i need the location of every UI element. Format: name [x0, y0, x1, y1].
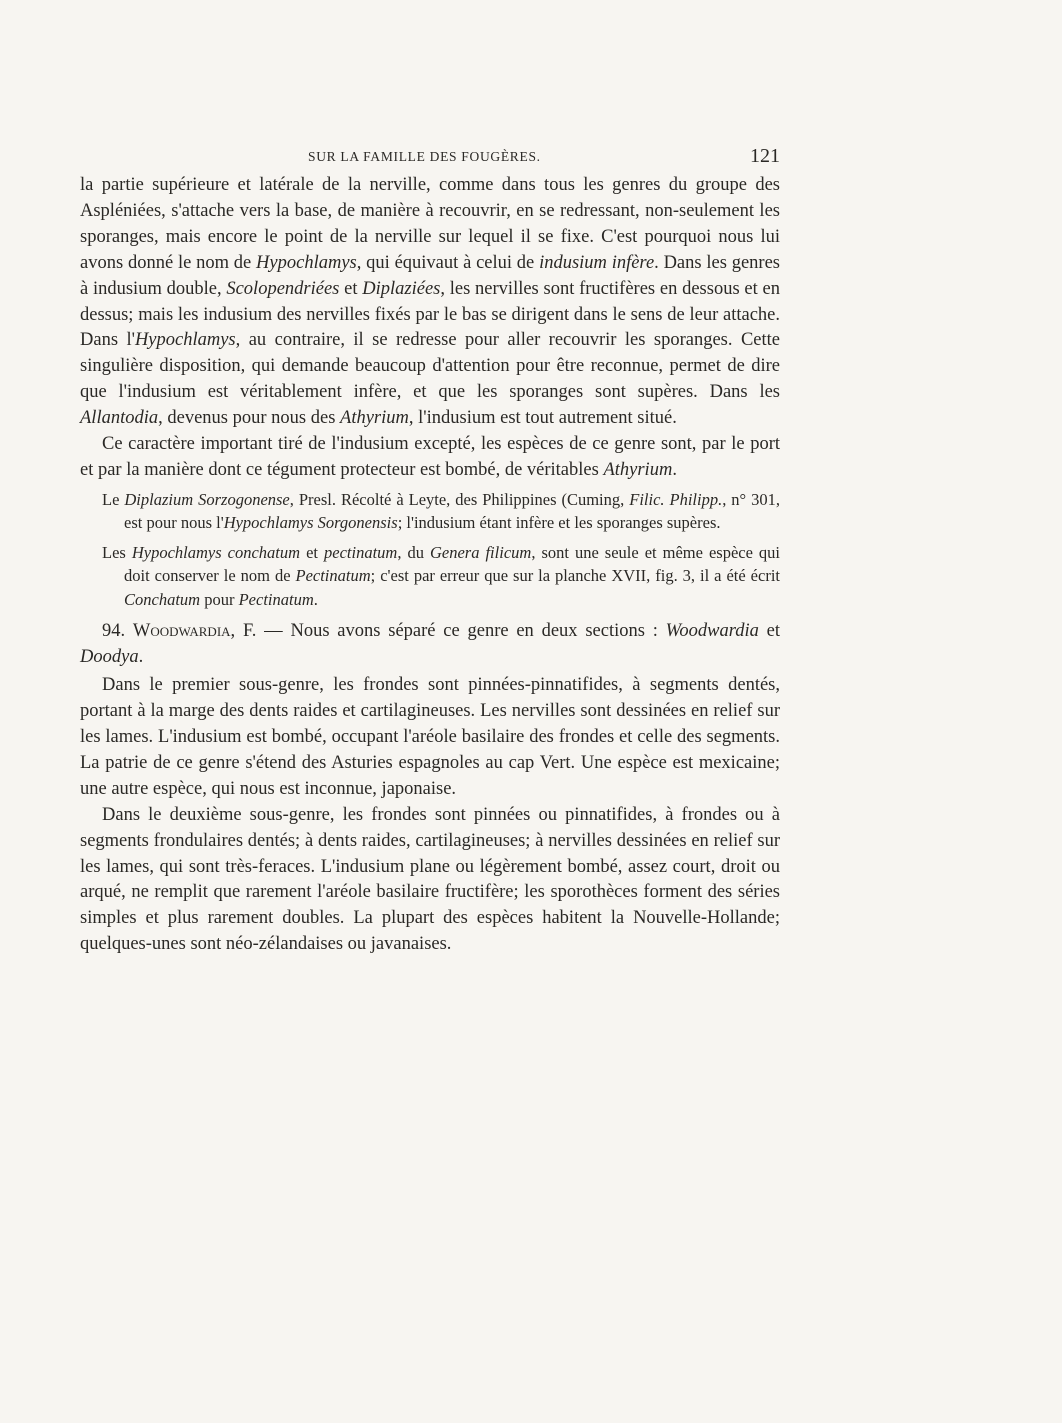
- text-run: ; c'est par erreur que sur la planche XVII, fig. 3, il a été écrit: [370, 566, 780, 586]
- italic-term: Genera filicum: [429, 542, 532, 562]
- text-run: , l'indusium est tout autrement situé.: [408, 408, 677, 429]
- text-run: , les nervilles sont fructifères en dessous et en dessus; mais les indusium des nervilles fixés par le bas se dirigent dans le sens de leur attache. Dans l': [80, 278, 780, 351]
- running-head: SUR LA FAMILLE DES FOUGÈRES.: [308, 149, 541, 164]
- text-run: , Presl. Récolté à Leyte, des Philippines (Cuming,: [289, 489, 630, 509]
- italic-term: Diplaziées: [362, 278, 441, 299]
- text-run: .: [313, 589, 318, 609]
- text-run: Dans le premier sous-genre, les frondes sont pinnées-pinnatifides, à segments dentés, portant à la marge des dents raides et cartilagineuses. Les nervilles sont dessinées en relief sur les lames. L'indusium est bombé, occupant l'aréole basilaire des frondes et celle des segments. La patrie de ce genre s'étend des Asturies espagnoles au cap Vert. Une espèce est mexicaine; une autre espèce, qui nous est inconnue, japonaise.: [80, 675, 780, 799]
- italic-term: pectinatum: [324, 542, 398, 562]
- italic-term: Allantodia: [80, 408, 159, 429]
- text-run: Le: [102, 489, 125, 509]
- italic-term: Scolopendriées: [226, 278, 340, 299]
- italic-term: Athyrium: [603, 459, 673, 480]
- italic-term: indusium infère: [539, 252, 655, 273]
- conjunction: et: [758, 621, 781, 642]
- text-run: , qui équivaut à celui de: [356, 252, 540, 273]
- text-run: , n° 301, est pour nous l': [124, 489, 780, 533]
- text-run: , sont une seule et même espèce qui doit conserver le nom de: [124, 542, 781, 586]
- italic-term: Hypochlamys: [256, 252, 357, 273]
- italic-term: Hypochlamys: [134, 330, 236, 351]
- text-run: , du: [397, 542, 430, 562]
- text-run: et: [300, 542, 324, 562]
- section-heading-woodwardia: [80, 619, 780, 671]
- text-run: . Dans les genres à indusium double,: [80, 252, 781, 299]
- genus-author: , F.: [230, 621, 257, 642]
- text-run: pour: [200, 589, 239, 609]
- italic-term: Athyrium: [340, 408, 409, 429]
- italic-term: Pectinatum: [238, 589, 314, 609]
- text-run: , au contraire, il se redresse pour aller recouvrir les sporanges. Cette singulière disposition, qui demande beaucoup d'attention pour être reconnue, permet de dire que l'indusium est véritablement infère, et que les sporanges sont supères. Dans les: [80, 330, 780, 403]
- note-hypochlamys: [102, 541, 780, 612]
- text-run: , devenus pour nous des: [158, 408, 341, 429]
- note-diplazium: [102, 488, 780, 535]
- text-run: Ce caractère important tiré de l'indusium excepté, les espèces de ce genre sont, par le port et par la manière dont ce tégument protecteur est bombé, de véritables: [80, 434, 780, 480]
- italic-term: Hypochlamys conchatum: [131, 542, 301, 562]
- italic-term: Pectinatum: [295, 566, 371, 586]
- italic-term: Hypochlamys Sorgonensis: [223, 513, 398, 533]
- body-text: [80, 173, 780, 958]
- section-intro: — Nous avons séparé ce genre en deux sections :: [256, 621, 666, 642]
- paragraph-second-subgenus: [80, 803, 780, 958]
- text-run: .: [672, 459, 677, 480]
- subgenus-1: Woodwardia: [665, 621, 759, 642]
- page-header: [80, 147, 780, 167]
- text-run: Les: [102, 542, 132, 562]
- section-end: .: [138, 647, 144, 668]
- italic-term: Conchatum: [124, 589, 201, 609]
- section-number: 94.: [102, 621, 126, 642]
- text-run: ; l'indusium étant infère et les sporanges supères.: [397, 513, 721, 533]
- subgenus-2: Doodya: [80, 647, 139, 668]
- paragraph-continuation: [80, 173, 780, 432]
- text-run: la partie supérieure et latérale de la nerville, comme dans tous les genres du groupe des Aspléniées, s'attache vers la base, de manière à recouvrir, en se redressant, non-seulement les sporanges, mais encore le point de la nerville sur lequel il se fixe. C'est pourquoi nous lui avons donné le nom de: [80, 175, 780, 273]
- text-run: et: [339, 278, 363, 299]
- genus-name: Woodwardia: [132, 621, 231, 642]
- italic-term: Filic. Philipp.: [629, 489, 723, 509]
- paragraph-athyrium: [80, 432, 780, 484]
- paragraph-first-subgenus: [80, 673, 780, 803]
- text-run: Dans le deuxième sous-genre, les frondes sont pinnées ou pinnatifides, à frondes ou à segments frondulaires dentés; à dents raides, cartilagineuses; à nervilles dessinées en relief sur les lames, qui sont très-feraces. L'indusium plane ou légèrement bombé, assez court, droit ou arqué, ne remplit que rarement l'aréole basilaire fructifère; les sporothèces forment des séries simples et plus rarement doubles. La plupart des espèces habitent la Nouvelle-Hollande; quelques-unes sont néo-zélandaises ou javanaises.: [80, 804, 780, 955]
- italic-term: Diplazium Sorzogonense: [124, 489, 290, 509]
- page-number: 121: [750, 145, 780, 167]
